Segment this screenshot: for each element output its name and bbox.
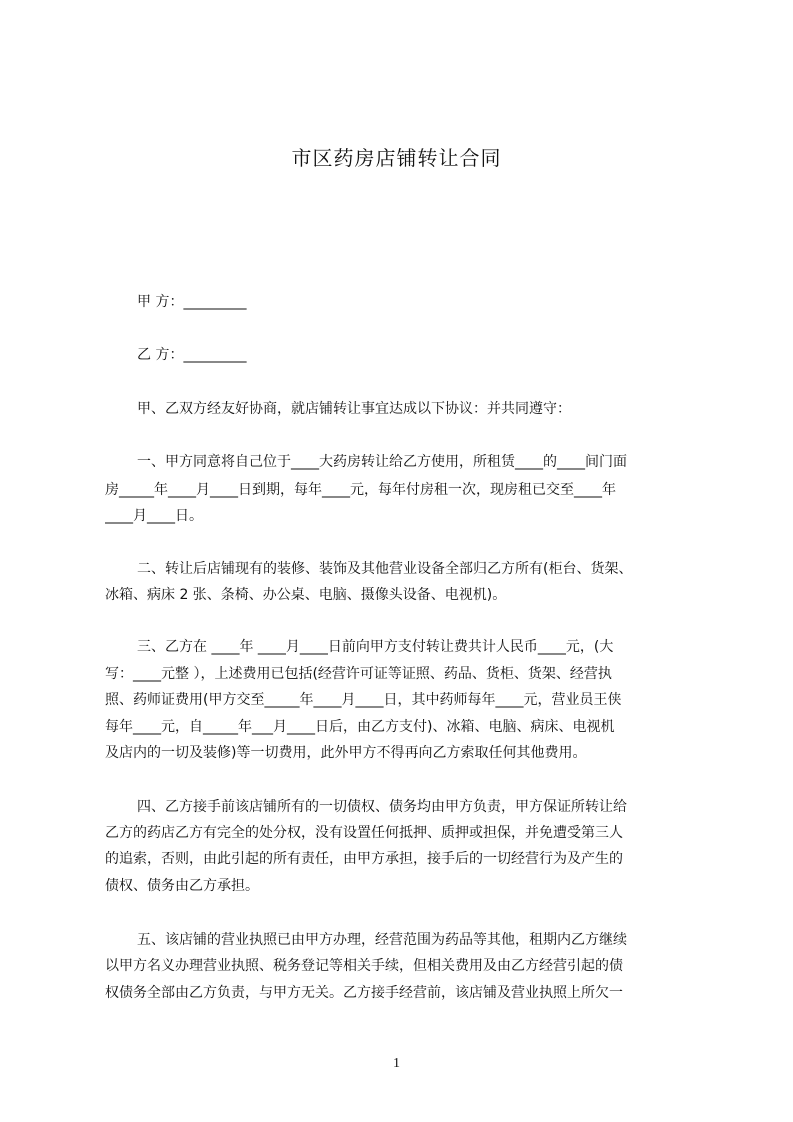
clause-3-line: 照、药师证费用(甲方交至_____年____月____日，其中药师每年____元，营业员王侠 <box>105 692 622 708</box>
clause-1-line: ____月____日。 <box>105 508 203 524</box>
clause-3-line: 每年____元，自_____年___月____日后，由乙方支付)、冰箱、电脑、病床、电视机 <box>105 719 615 735</box>
page-number: 1 <box>393 1056 400 1071</box>
clause-4-line: 债权、债务由乙方承担。 <box>105 878 259 894</box>
document-title: 市区药房店铺转让合同 <box>291 146 502 170</box>
clause-4-line: 的追索，否则，由此引起的所有责任，由甲方承担，接手后的一切经营行为及产生的 <box>105 851 623 867</box>
clause-2-line: 二、转让后店铺现有的装修、装饰及其他营业设备全部归乙方所有(柜台、货架、 <box>137 561 633 577</box>
party-a-line: 甲 方：_________ <box>137 294 247 310</box>
clause-5-line: 权债务全部由乙方负责，与甲方无关。乙方接手经营前，该店铺及营业执照上所欠一 <box>105 985 623 1001</box>
clause-1-line: 一、甲方同意将自己位于____大药房转让给乙方使用，所租赁____的____间门面 <box>137 454 627 470</box>
clause-2-line: 冰箱、病床 2 张、条椅、办公桌、电脑、摄像头设备、电视机)。 <box>105 587 507 603</box>
clause-3-line: 写：____元整 ），上述费用已包括(经营许可证等证照、药品、货柜、货架、经营执 <box>105 666 612 682</box>
clause-3-line: 及店内的一切及装修)等一切费用，此外甲方不得再向乙方索取任何其他费用。 <box>105 745 587 761</box>
intro-paragraph: 甲、乙双方经友好协商，就店铺转让事宜达成以下协议：并共同遵守： <box>137 401 571 417</box>
clause-5-line: 以甲方名义办理营业执照、税务登记等相关手续，但相关费用及由乙方经营引起的债 <box>105 958 623 974</box>
clause-4-line: 四、乙方接手前该店铺所有的一切债权、债务均由甲方负责，甲方保证所转让给 <box>137 799 627 815</box>
clause-5-line: 五、该店铺的营业执照已由甲方办理，经营范围为药品等其他，租期内乙方继续 <box>137 932 627 948</box>
clause-3-line: 三、乙方在 ____年 ____月____日前向甲方支付转让费共计人民币____元，(大 <box>137 639 614 655</box>
clause-4-line: 乙方的药店乙方有完全的处分权，没有设置任何抵押、质押或担保，并免遭受第三人 <box>105 825 623 841</box>
party-b-line: 乙 方：_________ <box>137 347 247 363</box>
clause-1-line: 房_____年____月____日到期，每年____元，每年付房租一次，现房租已交至____年 <box>105 482 616 498</box>
